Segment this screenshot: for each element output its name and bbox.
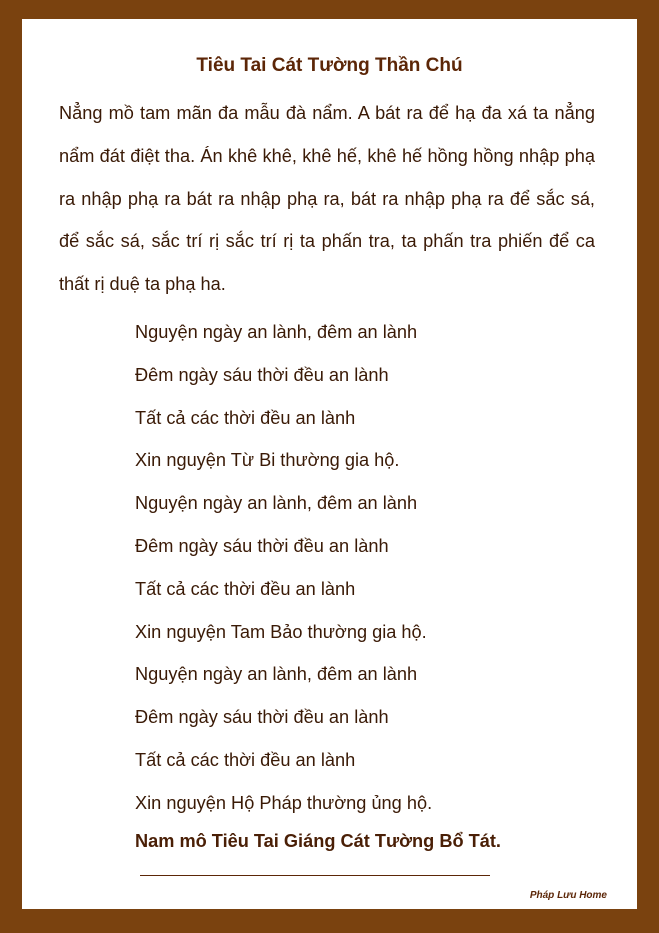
verse-line: Đêm ngày sáu thời đều an lành xyxy=(135,535,389,556)
verse-line: Nguyện ngày an lành, đêm an lành xyxy=(135,493,418,514)
verse-line: Nguyện ngày an lành, đêm an lành xyxy=(135,322,418,342)
verse-line: Đêm ngày sáu thời đều an lành xyxy=(135,707,389,728)
verse-line: Nguyện ngày an lành, đêm an lành xyxy=(135,664,418,685)
document-page xyxy=(22,19,637,909)
closing-invocation: Nam mô Tiêu Tai Giáng Cát Tường Bổ Tát. xyxy=(135,831,501,851)
verse-line: Xin nguyện Từ Bi thường gia hộ. xyxy=(135,450,400,471)
footer-brand: Pháp Lưu Home xyxy=(529,890,607,901)
chant-paragraph: Nẳng mồ tam mãn đa mẫu đà nẩm. A bát ra để hạ đa xá ta nẳng nẩm đát điệt tha. Án khê khê, khê hế, khê hế hồng hồng nhập phạ ra nhập phạ ra bát ra nhập phạ ra, bát ra nhập phạ ra để sắc sá, để sắc sá, sắc trí rị sắc trí rị ta phấn tra, ta phấn tra phiến để ca thất rị duệ ta phạ ha. xyxy=(59,103,595,295)
verse-line: Xin nguyện Hộ Pháp thường ủng hộ. xyxy=(135,792,433,813)
divider xyxy=(140,875,490,876)
verse-line: Đêm ngày sáu thời đều an lành xyxy=(135,364,389,385)
verse-line: Tất cả các thời đều an lành xyxy=(135,749,356,770)
verse-line: Tất cả các thời đều an lành xyxy=(135,407,356,428)
verse-line: Tất cả các thời đều an lành xyxy=(135,578,356,599)
verse-line: Xin nguyện Tam Bảo thường gia hộ. xyxy=(135,621,427,642)
document-title: Tiêu Tai Cát Tường Thần Chú xyxy=(196,55,463,76)
verse-list xyxy=(135,311,432,825)
